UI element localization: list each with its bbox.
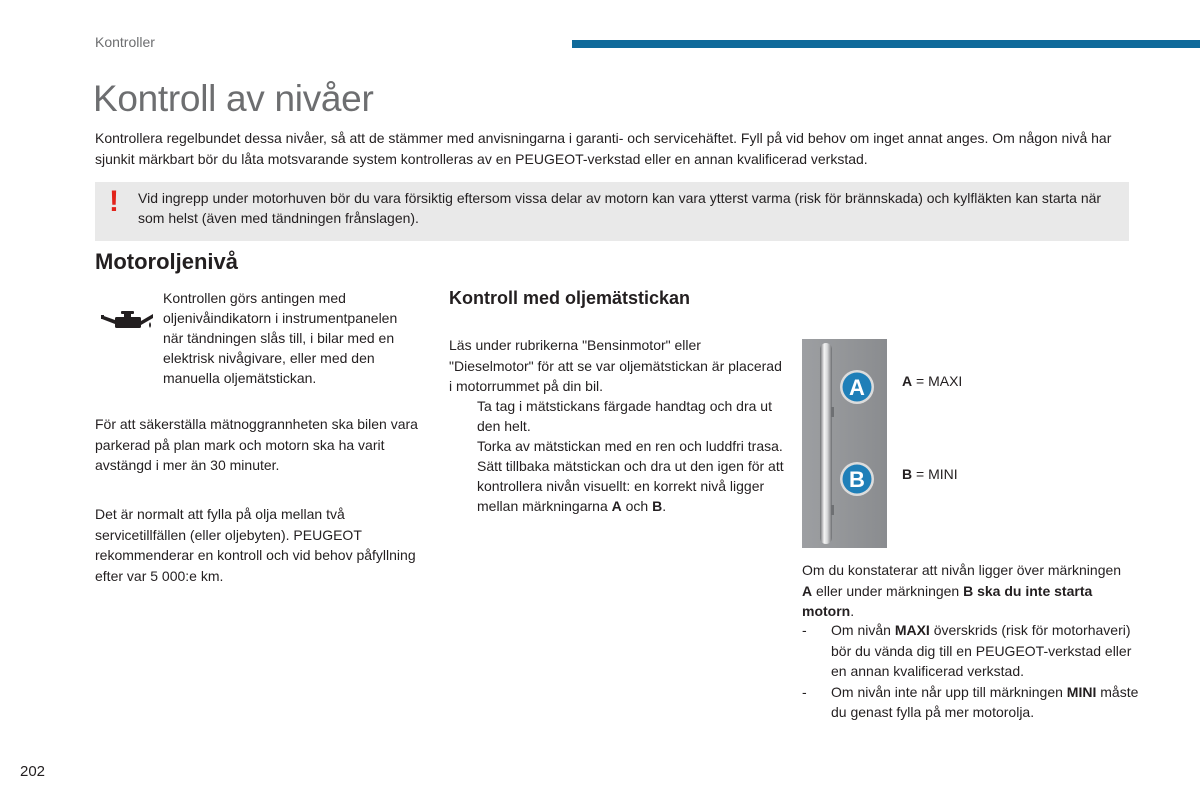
page-number: 202 xyxy=(20,763,46,780)
exclamation-icon: ! xyxy=(109,185,119,218)
oil-can-icon xyxy=(98,306,154,336)
step-text: Ta tag i mätstickans färgade handtag och dra ut den helt. xyxy=(477,398,772,434)
warning-text: Vid ingrepp under motorhuven bör du vara försiktig eftersom vissa delar av motorn kan vara ytterst varma (risk för brännskada) och kylfläkten kan starta när som helst (även med tändningen frånslagen). xyxy=(138,190,1102,226)
step-text: Torka av mätstickan med en ren och luddfri trasa. xyxy=(477,438,783,454)
list-item xyxy=(449,436,784,456)
dash-marker: - xyxy=(802,683,807,700)
intro-paragraph: Kontrollera regelbundet dessa nivåer, så att de stämmer med anvisningarna i garanti- och servicehäftet. Fyll på vid behov om inget annat anges. Om någon nivå har sjunkit märkbart bör du låta motsvarande system kontrolleras av en PEUGEOT-verkstad eller en annan kvalificerad verkstad. xyxy=(95,130,1112,167)
step-text: Sätt tillbaka mätstickan och dra ut den igen för att kontrollera nivån visuellt: en korrekt nivå ligger mellan märkningarna A och B. xyxy=(477,458,784,514)
header-accent-bar xyxy=(572,40,1200,48)
mark-b-label: B = MINI xyxy=(902,466,958,482)
dipstick-steps xyxy=(449,396,784,516)
section-heading-motor-oil: Motoroljenivå xyxy=(95,249,239,274)
mark-a-ref: A xyxy=(611,498,622,514)
list-item: - Om nivån MAXI överskrids (risk för motorhaveri) bör du vända dig till en PEUGEOT-verkstad eller en annan kvalificerad verkstad. xyxy=(802,622,1132,679)
oil-indicator-text: Kontrollen görs antingen med oljenivåindikatorn i instrumentpanelen när tändningen slås till, i bilar med en elektrisk nivågivare, eller med den manuella oljemätstickan. xyxy=(163,290,398,386)
mark-a-badge xyxy=(840,370,874,404)
list-item xyxy=(449,456,784,516)
dipstick-illustration xyxy=(802,339,887,548)
dipstick-intro: Läs under rubrikerna "Bensinmotor" eller "Dieselmotor" för att se var oljemätstickan är placerad i motorrummet på din bil. xyxy=(449,337,782,394)
mark-b-badge xyxy=(840,462,874,496)
mark-a-badge-letter: A xyxy=(849,375,865,400)
list-item: - Om nivån inte når upp till märkningen MINI måste du genast fylla på mer motorolja. xyxy=(802,683,1139,720)
refill-text: Det är normalt att fylla på olja mellan två servicetillfällen (eller oljebyten). PEUGEOT rekommenderar en kontroll och vid behov påfyllning efter var 5 000:e km. xyxy=(95,506,416,584)
dash-marker: - xyxy=(802,622,807,638)
page-title: Kontroll av nivåer xyxy=(93,78,374,119)
accuracy-text: För att säkerställa mätnoggrannheten ska bilen vara parkerad på plan mark och motorn ska ha varit avstängd i mer än 30 minuter. xyxy=(95,416,418,473)
mark-b-badge-letter: B xyxy=(849,467,865,492)
section-label: Kontroller xyxy=(95,34,155,50)
dipstick-heading: Kontroll med oljemätstickan xyxy=(449,288,691,308)
mark-b-ref: B xyxy=(652,498,663,514)
level-actions-list xyxy=(802,620,1142,723)
mark-a-label: A = MAXI xyxy=(902,373,963,389)
list-item xyxy=(449,396,784,436)
level-check-text: Om du konstaterar att nivån ligger över märkningen A eller under märkningen B ska du inte starta motorn. xyxy=(802,562,1122,619)
